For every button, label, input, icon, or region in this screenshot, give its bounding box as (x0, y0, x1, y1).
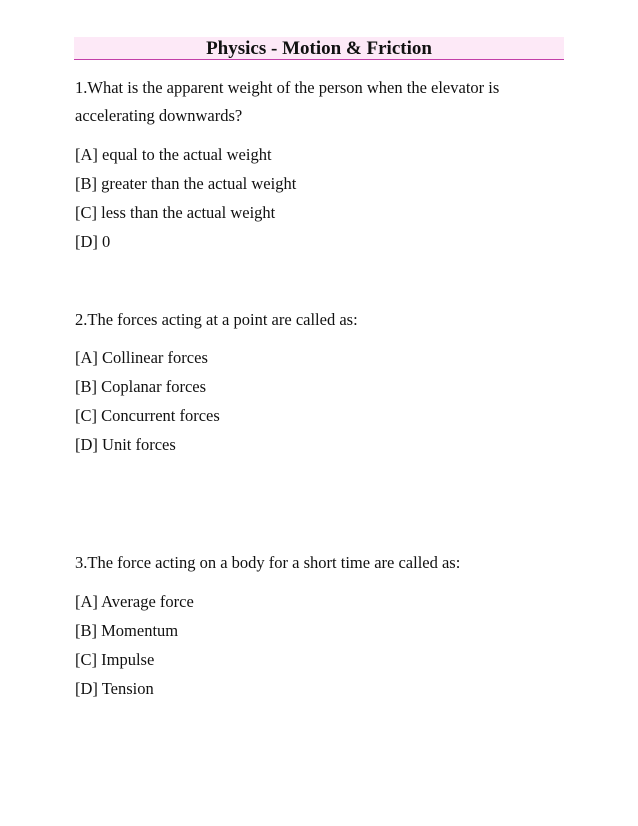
question-2-option-d: [D] Unit forces (75, 435, 176, 454)
question-3-option-c: [C] Impulse (75, 650, 155, 669)
question-3-option-a: [A] Average force (75, 592, 194, 611)
question-3-option-b: [B] Momentum (75, 621, 179, 640)
title-bar (74, 37, 564, 60)
question-1-option-d: [D] 0 (75, 232, 111, 251)
question-1-option-b: [B] greater than the actual weight (75, 174, 297, 193)
question-2-option-a: [A] Collinear forces (75, 348, 208, 367)
question-2-option-c: [C] Concurrent forces (75, 406, 220, 425)
question-2-option-b: [B] Coplanar forces (75, 377, 207, 396)
question-3-option-d: [D] Tension (75, 679, 154, 698)
question-1-stem-line-1: 1.What is the apparent weight of the person when the elevator is (75, 78, 500, 97)
question-2-stem-line-1: 2.The forces acting at a point are called as: (75, 310, 358, 329)
question-1-option-a: [A] equal to the actual weight (75, 145, 272, 164)
question-1-stem-line-2: accelerating downwards? (75, 106, 243, 125)
question-1-option-c: [C] less than the actual weight (75, 203, 276, 222)
question-3-stem-line-1: 3.The force acting on a body for a short time are called as: (75, 553, 461, 572)
page-title: Physics - Motion & Friction (206, 38, 432, 59)
